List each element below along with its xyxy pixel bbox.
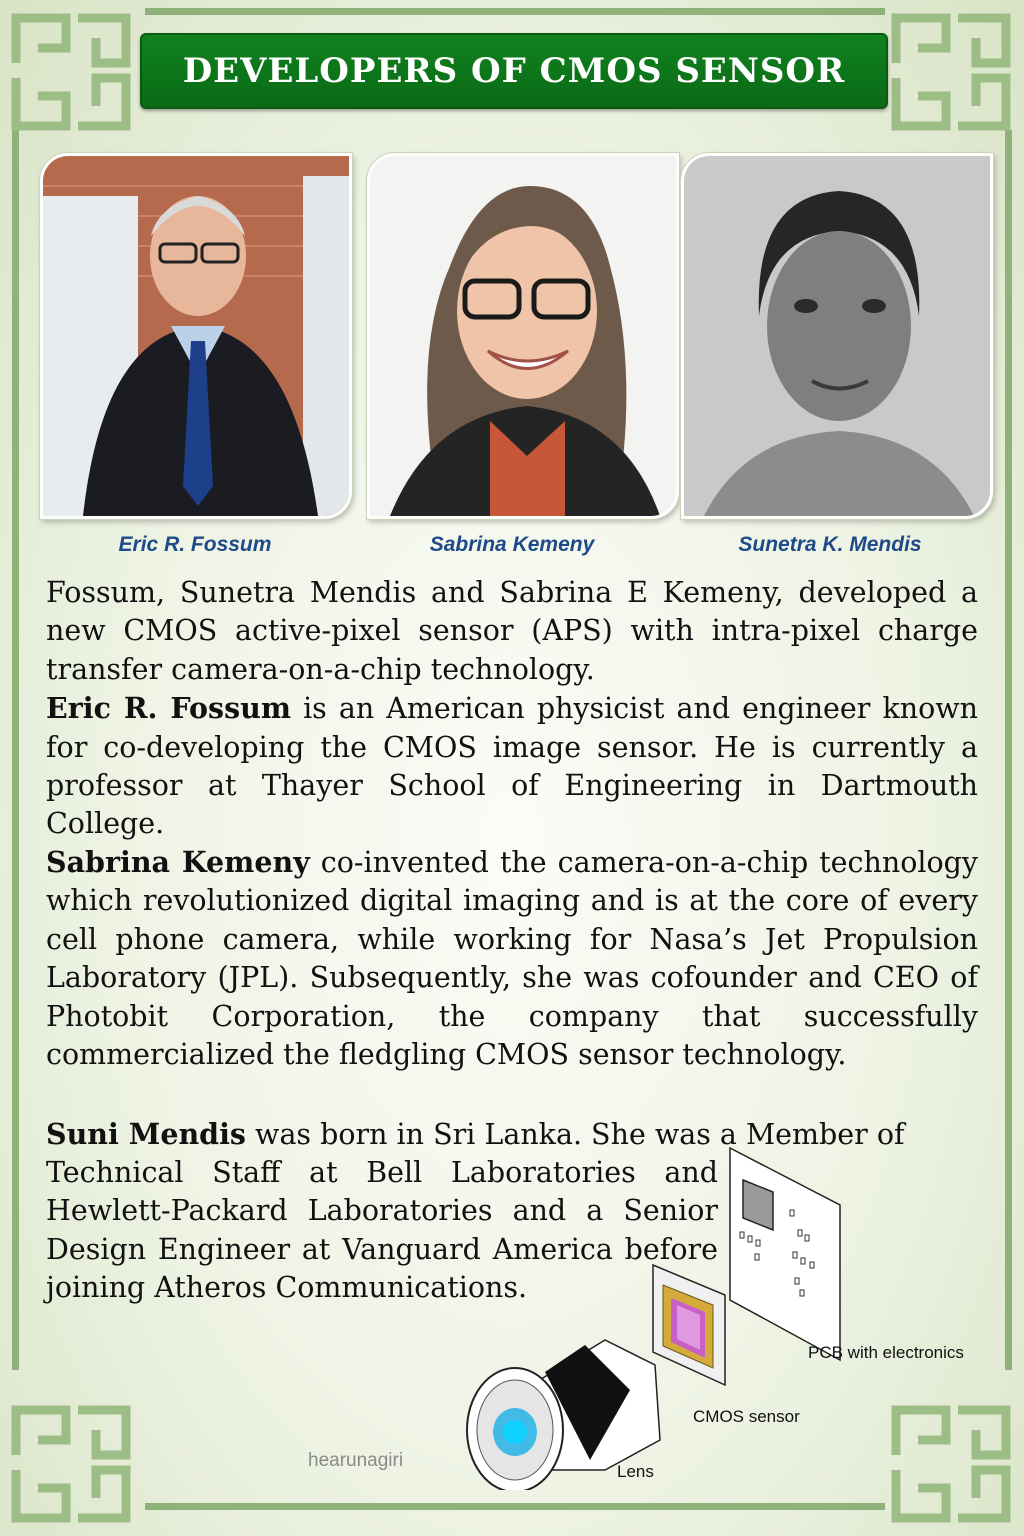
pcb-label: PCB with electronics (808, 1343, 964, 1362)
fossum-text: is an American physicist and engineer known for co-developing the CMOS image sensor. He is currently a professor at Thayer School of Engineering in Dartmouth College. (46, 692, 978, 841)
lens-label: Lens (617, 1462, 654, 1481)
watermark: hearunagiri (308, 1450, 404, 1471)
cmos-sensor-label: CMOS sensor (693, 1407, 800, 1426)
kemeny-name: Sabrina Kemeny (46, 845, 310, 879)
mendis-name: Suni Mendis (46, 1117, 246, 1151)
photo-eric-fossum (40, 153, 352, 519)
pcb-board (730, 1148, 840, 1360)
corner-ornament-top-right (888, 8, 1016, 136)
cmos-camera-diagram (455, 1140, 995, 1490)
mendis-line1: was born in Sri Lanka. She was a Member of (245, 1118, 905, 1151)
fossum-name: Eric R. Fossum (46, 691, 292, 726)
mendis-paragraph: Technical Staff at Bell Laboratories and Hewlett-Packard Laboratories and a Senior Design Engineer at Vanguard America before joining Atheros Communications. (46, 1156, 718, 1305)
frame-bottom-line (145, 1503, 885, 1510)
caption-eric-fossum: Eric R. Fossum (118, 533, 272, 556)
intro-text: Fossum, Sunetra Mendis and Sabrina E Kemeny, developed a new CMOS active-pixel sensor (APS) with intra-pixel charge transfer camera-on-a-chip technology. (46, 576, 978, 686)
corner-ornament-bottom-left (8, 1400, 136, 1528)
frame-left-line (12, 130, 19, 1370)
photo-sunetra-mendis (681, 153, 993, 519)
page-title: DEVELOPERS OF CMOS SENSOR (140, 33, 888, 109)
kemeny-text: co-invented the camera-on-a-chip technology which revolutionized digital imaging and is at the core of every cell phone camera, while working for Nasa’s Jet Propulsion Laboratory (JPL). Subsequently, she was cofounder and CEO of Photobit Corporation, the company that successfully commercialized the fledgling CMOS sensor technology. (46, 846, 978, 1072)
caption-sabrina-kemeny: Sabrina Kemeny (429, 533, 595, 556)
corner-ornament-top-left (8, 8, 136, 136)
intro-paragraph (46, 574, 978, 844)
frame-top-line (145, 8, 885, 15)
kemeny-paragraph (46, 843, 978, 1074)
photo-sabrina-kemeny (367, 153, 679, 519)
caption-sunetra-mendis: Sunetra K. Mendis (738, 533, 922, 556)
frame-right-line (1005, 130, 1012, 1370)
